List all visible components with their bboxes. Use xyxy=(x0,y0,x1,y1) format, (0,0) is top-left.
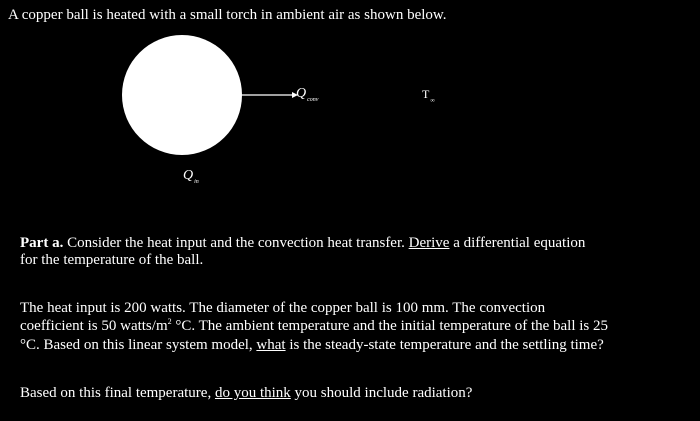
part-a-label: Part a. xyxy=(20,235,64,251)
q-in-subscript: in xyxy=(194,179,199,185)
do-you-think-emphasis: do you think xyxy=(214,385,291,401)
squared-superscript: 2 xyxy=(167,317,172,326)
t-infinity-symbol: T xyxy=(422,87,430,101)
q-conv-symbol: Q xyxy=(296,86,307,101)
t-infinity-subscript: ∞ xyxy=(430,98,435,104)
part-b-line-3 xyxy=(20,336,604,355)
what-emphasis: what xyxy=(256,337,286,353)
part-b-text-4: is the steady-state temperature and the settling time? xyxy=(285,337,604,353)
q-conv-label xyxy=(296,86,318,104)
t-infinity-label xyxy=(422,86,435,105)
part-c-text-2: you should include radiation? xyxy=(290,385,473,401)
part-b-text-2: °C. The ambient temperature and the initial temperature of the ball is 25 xyxy=(171,318,609,334)
q-in-symbol: Q xyxy=(183,168,194,183)
q-in-label xyxy=(183,168,199,186)
part-b-text-3: °C. Based on this linear system model, xyxy=(20,337,257,353)
part-b-text-1: coefficient is 50 watts/m xyxy=(20,318,168,334)
part-b-line-1: The heat input is 200 watts. The diameter of the copper ball is 100 mm. The convection xyxy=(20,300,546,316)
q-conv-subscript: conv xyxy=(307,97,319,103)
part-a-text-1: Consider the heat input and the convection heat transfer. xyxy=(63,235,409,251)
part-c-line-1 xyxy=(20,384,472,403)
part-c-text-1: Based on this final temperature, xyxy=(20,385,215,401)
part-a-line-2: for the temperature of the ball. xyxy=(20,252,204,268)
intro-text: A copper ball is heated with a small torch in ambient air as shown below. xyxy=(8,7,447,23)
part-b-line-2 xyxy=(20,317,608,336)
derive-emphasis: Derive xyxy=(408,235,450,251)
part-a-text-2: a differential equation xyxy=(449,235,586,251)
